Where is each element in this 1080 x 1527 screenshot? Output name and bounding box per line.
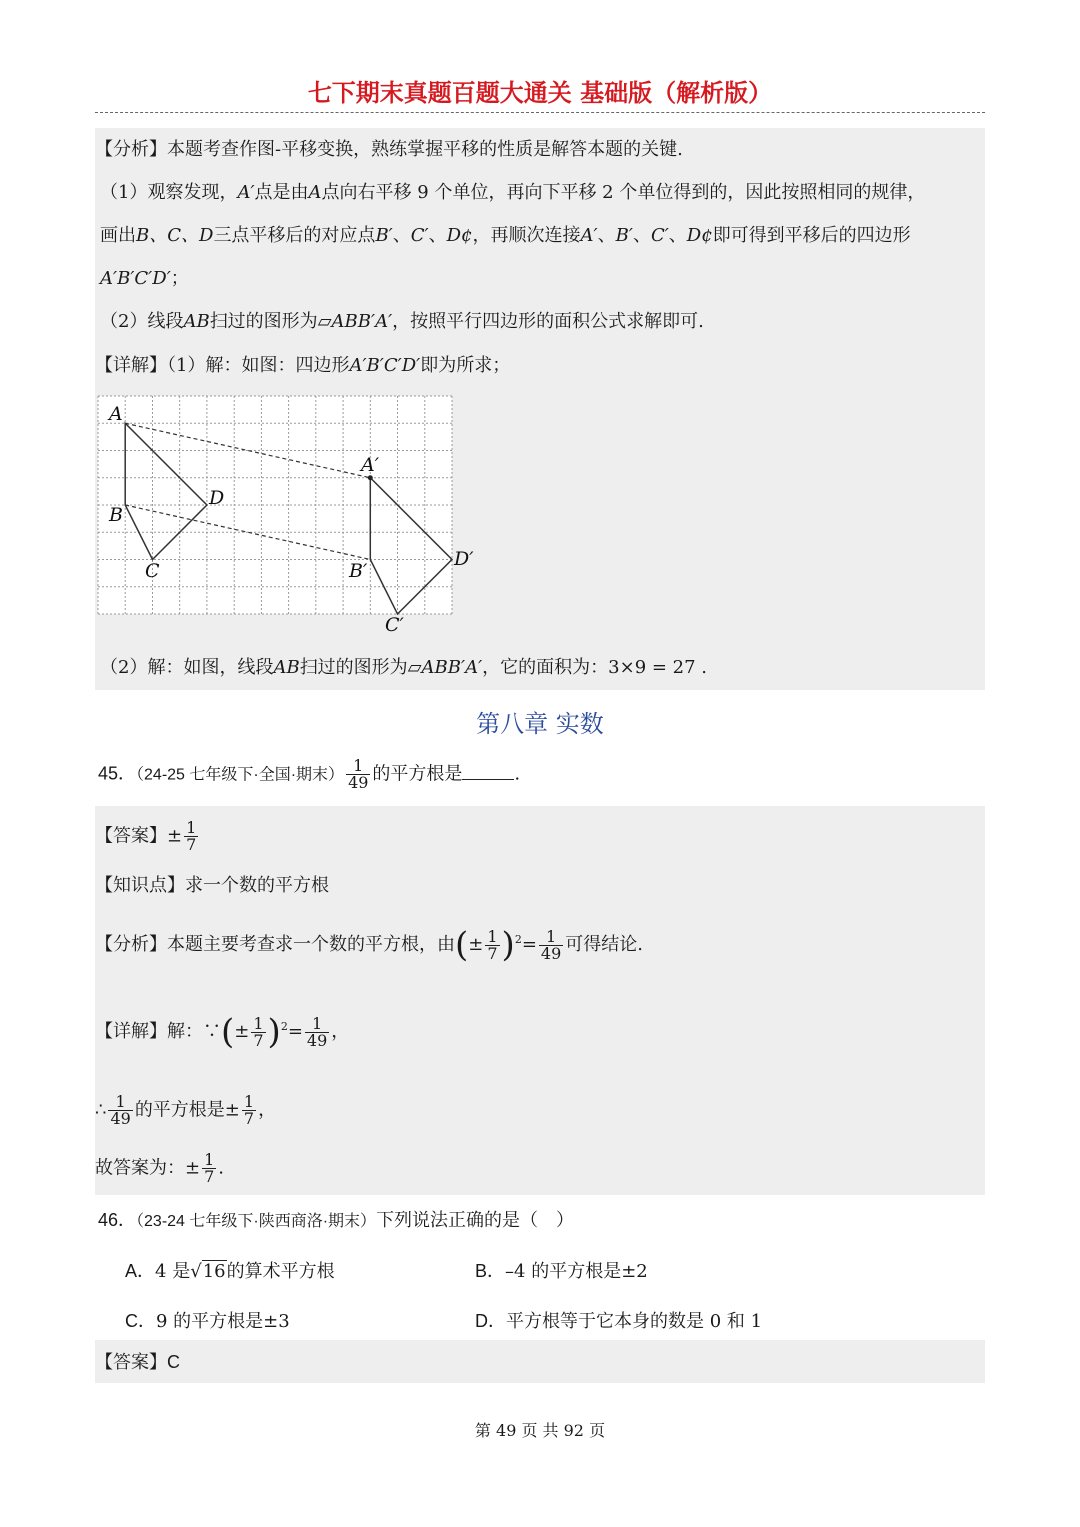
detail-line-45 (95, 1012, 350, 1052)
fraction (184, 820, 198, 853)
denominator: 7 (487, 943, 498, 963)
analysis-line (95, 138, 683, 162)
analysis-step2-line (100, 310, 704, 334)
label-a-prime: A′ (361, 454, 380, 476)
chapter-title: 第八章 实数 (476, 710, 604, 738)
math: C′ (650, 225, 669, 246)
math: D¢ (686, 225, 713, 246)
text: ， (258, 1099, 277, 1121)
question-number: 45． (98, 763, 137, 784)
text: 即可得到平移后的四边形 (712, 225, 911, 246)
text: 的平方根是± (134, 1099, 240, 1121)
numerator: 1 (545, 926, 557, 946)
text: . (514, 763, 521, 785)
fraction (202, 1152, 216, 1185)
text: 三点平移后的对应点 (213, 225, 376, 246)
answer-tag: 【答案】 (95, 825, 167, 847)
text: （1）观察发现， (100, 182, 238, 203)
sqrt-symbol: √ (190, 1261, 202, 1282)
text: ± (468, 934, 484, 955)
analysis-step1-line2 (100, 224, 911, 248)
math: A′B′C′D′ (349, 355, 421, 376)
exponent: 2 (280, 1020, 288, 1033)
text: 解：∵ (167, 1021, 221, 1042)
math: C′ (410, 225, 429, 246)
header-title: 七下期末真题百题大通关 基础版（解析版） (307, 79, 773, 107)
question-45 (98, 758, 520, 791)
label-d: D (209, 487, 225, 509)
option-b[interactable] (475, 1257, 648, 1283)
math: AB (273, 657, 300, 678)
text: ， (331, 1021, 350, 1042)
text: ± (167, 825, 183, 847)
answer-tag: 【答案】 (95, 1352, 167, 1373)
text: ； (170, 268, 189, 289)
detail-line (95, 354, 510, 378)
math: B′ (375, 225, 393, 246)
solution-block-45 (95, 806, 985, 1195)
text: （2）解：如图，线段 (100, 657, 274, 678)
math: B′ (615, 225, 633, 246)
text: ，再顺次连接 (472, 225, 581, 246)
math: A′ (580, 225, 598, 246)
area-result: 3×9 = 27 . (608, 657, 708, 678)
numerator: 1 (243, 1092, 255, 1111)
paren: ( (221, 1012, 235, 1052)
numerator: 1 (311, 1013, 323, 1033)
label-a: A (109, 403, 123, 425)
text: 、 (392, 225, 411, 246)
paren: ) (501, 925, 515, 965)
numerator: 1 (253, 1013, 264, 1033)
text: 扫过的图形为 (209, 311, 318, 332)
question-46 (98, 1206, 574, 1232)
label-c-prime: C′ (385, 614, 404, 636)
denominator: 7 (186, 835, 197, 854)
denominator: 49 (306, 1030, 328, 1050)
numerator: 1 (186, 818, 197, 837)
option-letter: C． (125, 1311, 156, 1331)
option-text: –4 的平方根是±2 (505, 1261, 648, 1282)
text: 、 (668, 225, 687, 246)
label-b: B (109, 504, 123, 526)
knowledge-line (95, 874, 329, 898)
text: 即为所求； (420, 355, 511, 376)
denominator: 49 (110, 1109, 131, 1128)
analysis-tag: 【分析】 (95, 934, 167, 955)
page-footer: 第 49 页 共 92 页 (474, 1421, 606, 1440)
exponent: 2 (514, 933, 522, 946)
option-letter: B． (475, 1261, 506, 1281)
text: 本题主要考查求一个数的平方根，由 (167, 934, 455, 955)
option-d[interactable] (475, 1307, 762, 1333)
question-text: 下列说法正确的是（ ） (376, 1210, 575, 1231)
question-source: （24-25 七年级下·全国·期末） (136, 766, 345, 784)
option-text: 平方根等于它本身的数是 0 和 1 (506, 1311, 763, 1332)
option-text: 9 的平方根是±3 (156, 1311, 290, 1332)
text: 画出 (100, 225, 136, 246)
text: 的算术平方根 (226, 1261, 335, 1282)
denominator: 7 (204, 1167, 215, 1186)
math: A (308, 182, 322, 203)
text: 、 (428, 225, 447, 246)
question-source: （23-24 七年级下·陕西商洛·期末） (136, 1213, 377, 1230)
detail-step2-line (100, 656, 707, 680)
final-answer-line (95, 1152, 224, 1185)
math: ▱ABB′A′ (317, 311, 393, 332)
point-a2 (368, 475, 373, 480)
text: 、 (597, 225, 616, 246)
answer-line (95, 820, 200, 853)
fraction (305, 1013, 329, 1050)
fraction (346, 758, 370, 791)
text: 可得结论. (565, 934, 643, 955)
denominator: 7 (243, 1109, 255, 1128)
option-a[interactable] (125, 1257, 335, 1283)
text: ，它的面积为： (482, 657, 609, 678)
analysis-line-45 (95, 925, 643, 965)
text: 扫过的图形为 (299, 657, 408, 678)
text: ，按照平行四边形的面积公式求解即可. (392, 311, 704, 332)
math: B、C、D (136, 225, 214, 246)
option-letter: D． (475, 1311, 506, 1331)
answer-line-46 (95, 1350, 180, 1375)
analysis-step1-line3 (100, 267, 189, 291)
therefore-line (95, 1094, 276, 1127)
text: 故答案为：± (95, 1157, 201, 1179)
fraction (108, 1094, 132, 1127)
detail-tag: 【详解】 (95, 355, 167, 376)
text: . (218, 1157, 225, 1179)
knowledge-tag: 【知识点】 (95, 875, 185, 896)
paren: ( (455, 925, 469, 965)
label-d-prime: D′ (454, 548, 474, 570)
text: （2）线段 (100, 311, 184, 332)
label-b-prime: B′ (349, 560, 368, 582)
option-letter: A． (125, 1261, 156, 1281)
math: A′B′C′D′ (100, 268, 171, 289)
numerator: 1 (115, 1092, 126, 1111)
fraction (251, 1013, 265, 1050)
analysis-step1-line (100, 181, 925, 205)
knowledge-text: 求一个数的平方根 (185, 875, 329, 896)
answer-blank[interactable] (462, 779, 514, 780)
numerator: 1 (204, 1150, 215, 1169)
text: 、 (632, 225, 651, 246)
label-c: C (145, 560, 160, 582)
translation-figure (95, 393, 474, 636)
detail-tag: 【详解】 (95, 1021, 167, 1042)
question-number: 46． (98, 1210, 137, 1230)
option-c[interactable] (125, 1307, 290, 1333)
fraction (539, 926, 563, 963)
question-text: 的平方根是 (372, 763, 463, 785)
text: 4 是 (155, 1261, 191, 1282)
math: D¢ (446, 225, 473, 246)
text: 点向右平移 9 个单位，再向下平移 2 个单位得到的，因此按照相同的规律， (321, 182, 926, 203)
text: ± (234, 1021, 250, 1042)
fraction (242, 1094, 256, 1127)
solution-block-46 (95, 1340, 985, 1383)
denominator: 49 (540, 943, 562, 963)
denominator: 49 (348, 773, 369, 792)
answer-value: C (167, 1352, 180, 1372)
denominator: 7 (253, 1030, 264, 1050)
text: 点是由 (254, 182, 309, 203)
fraction (485, 926, 499, 963)
document-header (95, 78, 985, 113)
text: = (287, 1021, 303, 1042)
text: ∴ (95, 1099, 107, 1121)
math: A′ (237, 182, 255, 203)
math: ▱ABB′A′ (407, 657, 483, 678)
numerator: 1 (353, 756, 364, 775)
solution-block-44 (95, 128, 985, 690)
text: = (521, 934, 537, 955)
math: AB (183, 311, 210, 332)
text: （1）解：如图：四边形 (167, 355, 350, 376)
numerator: 1 (487, 926, 498, 946)
paren: ) (267, 1012, 281, 1052)
radicand: 16 (202, 1261, 226, 1282)
analysis-text: 本题考查作图-平移变换，熟练掌握平移的性质是解答本题的关键. (167, 139, 683, 160)
analysis-tag: 【分析】 (95, 139, 167, 160)
